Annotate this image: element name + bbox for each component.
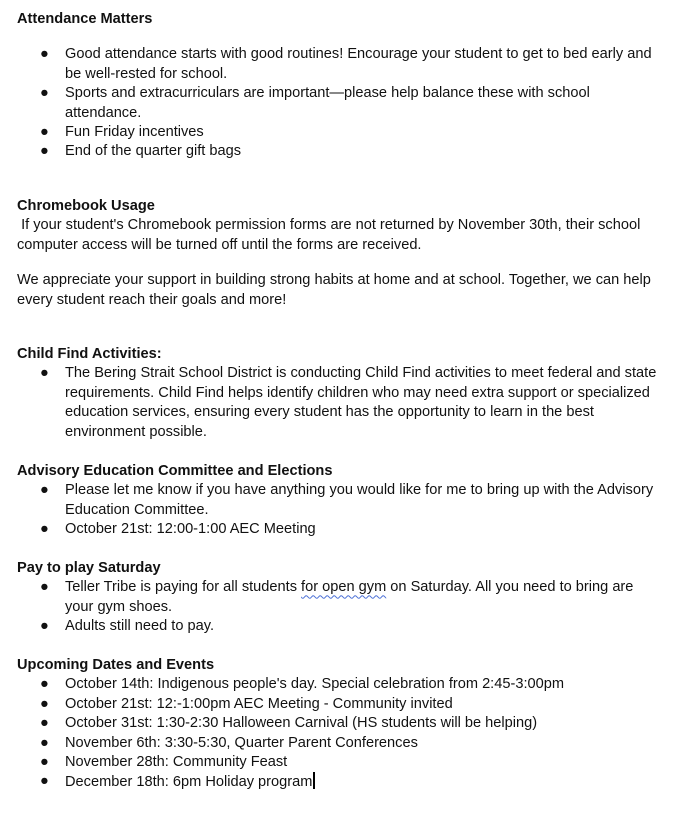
bullet-icon: ●: [40, 579, 49, 596]
list-item-text: Adults still need to pay.: [65, 618, 214, 635]
attendance-list: [17, 45, 657, 161]
list-item: [17, 675, 657, 694]
list-item: [17, 520, 657, 539]
list-item: [17, 578, 657, 617]
list-item: [17, 123, 657, 142]
child-find-list: [17, 364, 657, 442]
list-item: [17, 714, 657, 733]
bullet-icon: ●: [40, 46, 49, 63]
list-item: [17, 617, 657, 636]
list-item: [17, 734, 657, 753]
bullet-icon: ●: [40, 365, 49, 382]
chromebook-notice: If your student's Chromebook permission forms are not returned by November 30th, their school computer access will be turned off until the forms are received.: [17, 217, 645, 253]
section-aec: [17, 462, 657, 540]
list-item-text: December 18th: 6pm Holiday program: [65, 774, 313, 791]
attendance-heading: Attendance Matters: [17, 11, 153, 27]
list-item-text: Teller Tribe is paying for all students: [65, 579, 302, 596]
bullet-icon: ●: [40, 773, 49, 790]
upcoming-heading: Upcoming Dates and Events: [17, 657, 215, 673]
child-find-heading: Child Find Activities:: [17, 346, 162, 362]
list-item-text: October 21st: 12:00-1:00 AEC Meeting: [65, 521, 316, 538]
chromebook-heading: Chromebook Usage: [17, 198, 155, 214]
list-item-text: Fun Friday incentives: [65, 124, 204, 141]
section-upcoming: [17, 656, 657, 793]
pay-to-play-list: [17, 578, 657, 636]
section-attendance: [17, 10, 657, 162]
list-item-text: November 6th: 3:30-5:30, Quarter Parent Conferences: [65, 734, 418, 751]
list-item-text: October 31st: 1:30-2:30 Halloween Carnival (HS students will be helping): [65, 715, 538, 732]
bullet-icon: ●: [40, 482, 49, 499]
bullet-icon: ●: [40, 695, 49, 712]
bullet-icon: ●: [40, 521, 49, 538]
spellcheck-flagged-text[interactable]: for open gym: [301, 579, 387, 596]
bullet-icon: ●: [40, 85, 49, 102]
list-item-text: November 28th: Community Feast: [65, 754, 288, 771]
aec-heading: Advisory Education Committee and Elections: [17, 463, 333, 479]
list-item-text: on Saturday. All you need to bring are your gym shoes.: [65, 579, 634, 615]
section-chromebook: [17, 197, 657, 310]
list-item: [17, 45, 657, 84]
list-item-text: Please let me know if you have anything you would like for me to bring up with the Advisory Education Committee.: [65, 482, 654, 518]
list-item-text: October 14th: Indigenous people's day. Special celebration from 2:45-3:00pm: [65, 676, 565, 693]
upcoming-list: [17, 675, 657, 792]
bullet-icon: ●: [40, 734, 49, 751]
support-message: We appreciate your support in building strong habits at home and at school. Together, we can help every student reach their goals and more!: [17, 272, 655, 308]
bullet-icon: ●: [40, 618, 49, 635]
list-item-text: The Bering Strait School District is conducting Child Find activities to meet federal and state requirements. Child Find helps identify children who may need extra support or specialized education services, ensuring every student has the opportunity to learn in the best environment possible.: [65, 365, 657, 440]
list-item: [17, 481, 657, 520]
list-item: [17, 364, 657, 442]
list-item-text: Good attendance starts with good routines! Encourage your student to get to bed early and be well-rested for school.: [65, 46, 652, 82]
aec-list: [17, 481, 657, 539]
list-item-text: Sports and extracurriculars are important—please help balance these with school attendance.: [65, 85, 590, 121]
list-item: [17, 695, 657, 714]
list-item-text: October 21st: 12:-1:00pm AEC Meeting - Community invited: [65, 695, 453, 712]
bullet-icon: ●: [40, 754, 49, 771]
bullet-icon: ●: [40, 124, 49, 141]
bullet-icon: ●: [40, 715, 49, 732]
list-item: [17, 84, 657, 123]
bullet-icon: ●: [40, 143, 49, 160]
pay-to-play-heading: Pay to play Saturday: [17, 560, 161, 576]
section-child-find: [17, 345, 657, 442]
list-item: [17, 142, 657, 161]
list-item-text: End of the quarter gift bags: [65, 143, 242, 160]
bullet-icon: ●: [40, 676, 49, 693]
text-cursor: [313, 772, 315, 789]
list-item: [17, 753, 657, 772]
list-item: [17, 772, 657, 792]
section-pay-to-play: [17, 559, 657, 637]
